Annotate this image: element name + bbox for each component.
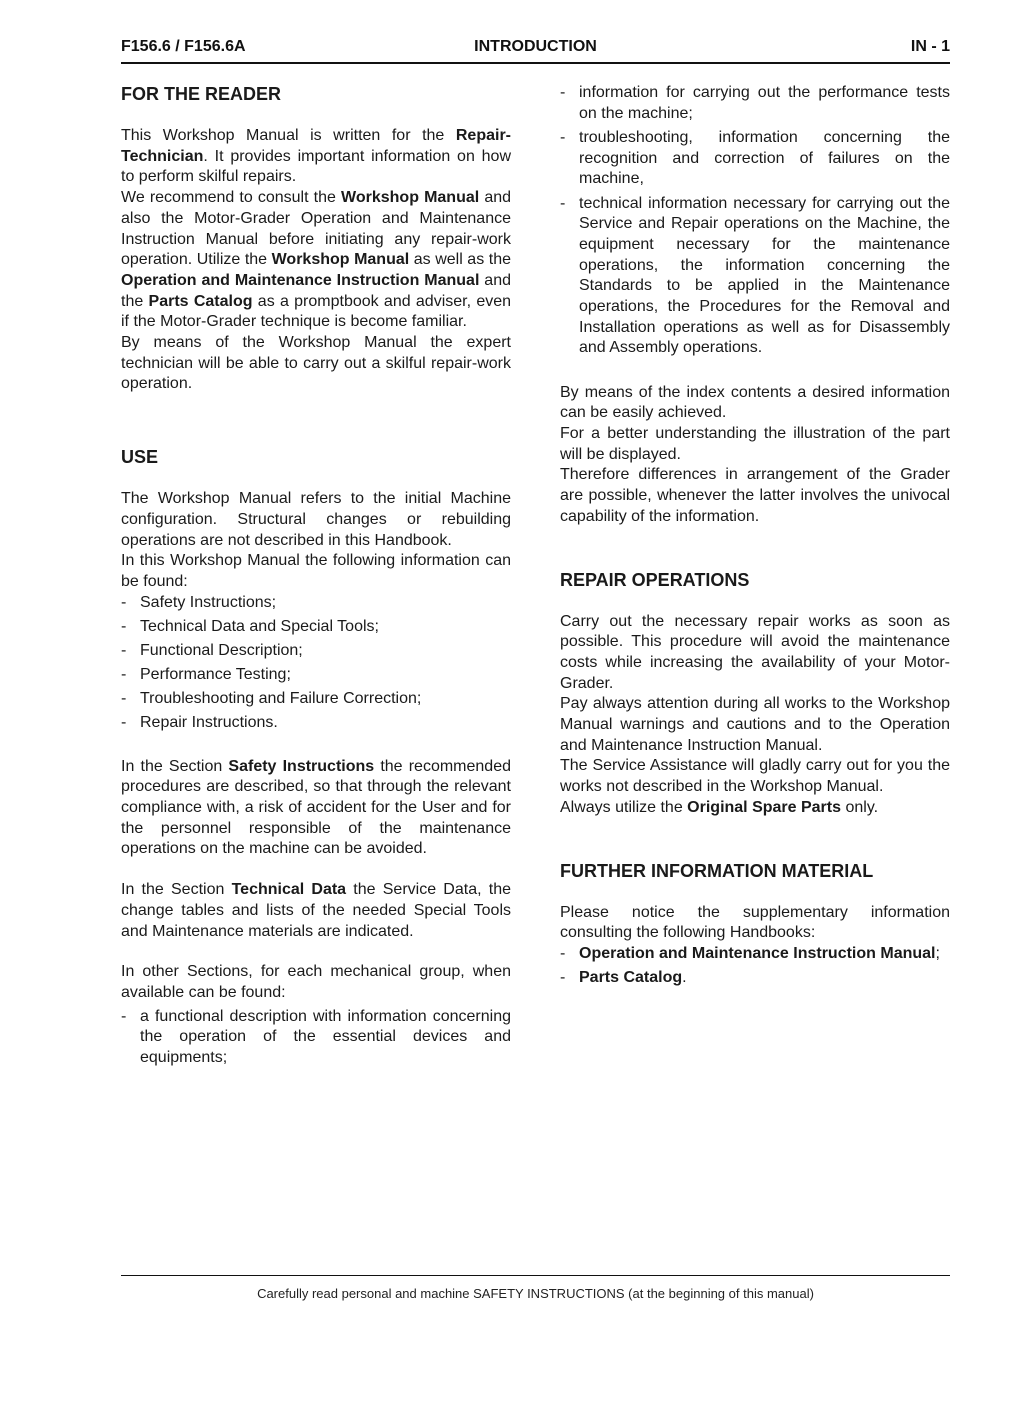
continued-list: [560, 83, 950, 359]
list-item: - information for carrying out the performance tests on the machine;: [560, 83, 950, 124]
index-paragraph-3: Therefore differences in arrangement of the Grader are possible, whenever the latter involves the univocal capability of the information.: [560, 466, 950, 525]
right-column: [560, 83, 950, 992]
footer-rule: [121, 1275, 950, 1276]
list-item: - Parts Catalog.: [560, 968, 950, 989]
further-paragraph: Please notice the supplementary information consulting the following Handbooks:: [560, 903, 950, 942]
use-paragraph-2: In this Workshop Manual the following information can be found:: [121, 552, 511, 590]
repair-paragraph-3: The Service Assistance will gladly carry out for you the works not described in the Workshop Manual.: [560, 757, 950, 796]
other-sections-list: [121, 1007, 511, 1069]
index-paragraph-1: By means of the index contents a desired information can be easily achieved.: [560, 383, 950, 422]
list-item: - Safety Instructions;: [121, 593, 511, 614]
section-title-further-information: FURTHER INFORMATION MATERIAL: [560, 860, 874, 881]
list-item: - Functional Description;: [121, 641, 511, 662]
index-paragraph-2: For a better understanding the illustration of the part will be displayed.: [560, 425, 950, 463]
list-item: - Performance Testing;: [121, 665, 511, 686]
reader-paragraph-2: We recommend to consult the Workshop Manual and also the Motor-Grader Operation and Maintenance Instruction Manual before initiating any repair-work operation. Utilize the Workshop Manual as well as the Operation and Maintenance Instruction Manual and the Parts Catalog as a promptbook and adviser, even if the Motor-Grader technique is become familiar.: [121, 189, 512, 331]
list-item: - Technical Data and Special Tools;: [121, 617, 511, 638]
use-list: [121, 593, 511, 734]
list-item: - Troubleshooting and Failure Correction;: [121, 689, 511, 710]
list-item: - Operation and Maintenance Instruction Manual;: [560, 944, 950, 965]
handbooks-list: [560, 944, 950, 989]
repair-paragraph-2: Pay always attention during all works to the Workshop Manual warnings and cautions and to the Operation and Maintenance Instruction Manual.: [560, 695, 950, 754]
header-model: F156.6 / F156.6A: [121, 38, 246, 55]
list-item: - technical information necessary for carrying out the Service and Repair operations on the Machine, the equipment necessary for the maintenance operations, the information concerning the Standards to be applied in the Maintenance operations, the Procedures for the Removal and Installation operations as well as for Disassembly and Assembly operations.: [560, 194, 950, 360]
list-item: - Repair Instructions.: [121, 713, 511, 734]
use-paragraph-1: The Workshop Manual refers to the initial Machine configuration. Structural changes or rebuilding operations are not described in this Handbook.: [121, 490, 511, 549]
other-sections-paragraph: In other Sections, for each mechanical group, when available can be found:: [121, 963, 511, 1001]
header-rule: [121, 62, 950, 64]
left-column: [121, 83, 511, 1069]
footer-safety-note: Carefully read personal and machine SAFETY INSTRUCTIONS (at the beginning of this manual): [257, 1286, 814, 1301]
reader-paragraph-1: This Workshop Manual is written for the Repair-Technician. It provides important information on how to perform skilful repairs.: [121, 127, 511, 186]
repair-paragraph-1: Carry out the necessary repair works as soon as possible. This procedure will avoid the maintenance costs while increasing the availability of your Motor-Grader.: [560, 612, 950, 692]
page-header: [121, 38, 950, 58]
repair-paragraph-4: Always utilize the Original Spare Parts only.: [560, 798, 879, 816]
header-page-number: IN - 1: [910, 38, 950, 55]
section-title-use: USE: [121, 447, 159, 468]
reader-paragraph-3: By means of the Workshop Manual the expert technician will be able to carry out a skilful repair-work operation.: [121, 334, 511, 393]
section-title-repair-operations: REPAIR OPERATIONS: [560, 569, 750, 590]
technical-data-paragraph: In the Section Technical Data the Service Data, the change tables and lists of the needed Special Tools and Maintenance materials are indicated.: [121, 881, 511, 940]
safety-paragraph: In the Section Safety Instructions the recommended procedures are described, so that through the relevant compliance with, a risk of accident for the User and for the personnel responsible of the maintenance operations on the machine can be avoided.: [121, 757, 511, 858]
list-item: - a functional description with information concerning the operation of the essential devices and equipments;: [121, 1007, 511, 1069]
header-section-title: INTRODUCTION: [474, 38, 597, 55]
list-item: - troubleshooting, information concerning the recognition and correction of failures on the machine,: [560, 128, 950, 190]
section-title-for-the-reader: FOR THE READER: [121, 84, 282, 104]
